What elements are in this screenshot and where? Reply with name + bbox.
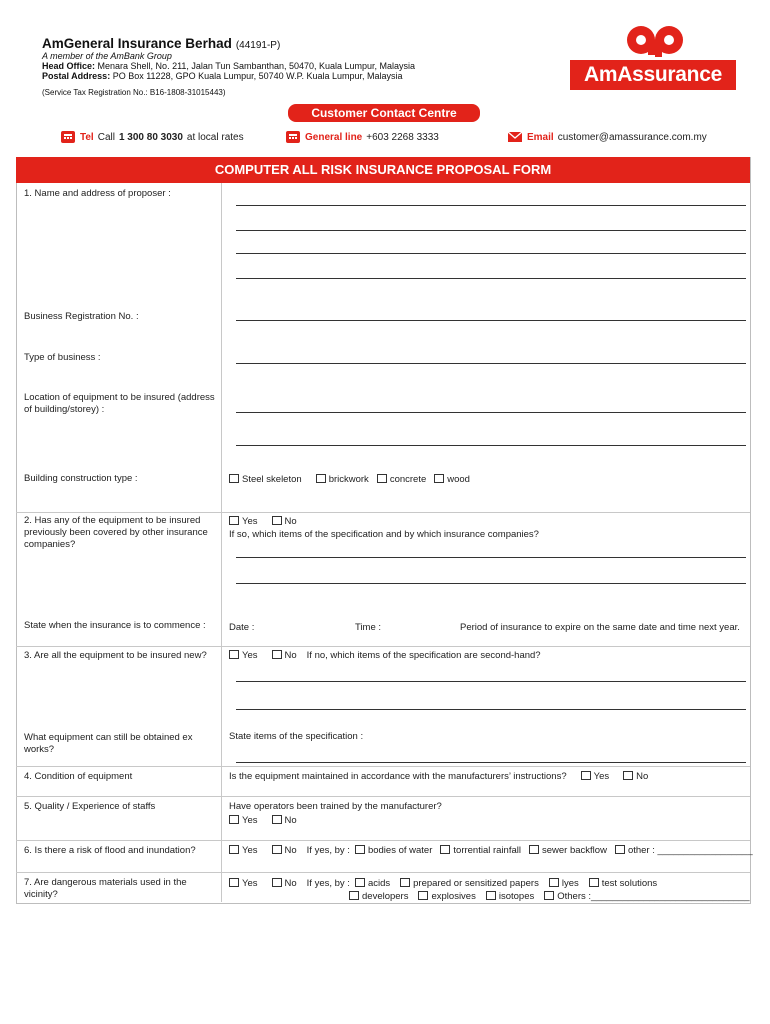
spec-items-label: State items of the specification : xyxy=(229,731,364,742)
general-line-label: General line xyxy=(305,131,363,143)
checkbox[interactable] xyxy=(615,845,625,854)
amassurance-logo-icon xyxy=(626,23,684,57)
name-address-field[interactable] xyxy=(236,278,746,279)
email-address[interactable]: customer@amassurance.com.my xyxy=(557,131,707,143)
q7-no-option[interactable]: No xyxy=(272,878,297,889)
checkbox[interactable] xyxy=(486,891,496,900)
row-divider xyxy=(16,796,750,797)
q3-yes-option[interactable]: Yes xyxy=(229,650,258,661)
period-note: Period of insurance to expire on the same date and time next year. xyxy=(460,622,740,633)
checkbox[interactable] xyxy=(349,891,359,900)
q3-no-option[interactable]: No xyxy=(272,650,297,661)
checkbox[interactable] xyxy=(229,650,239,659)
checkbox[interactable] xyxy=(272,516,282,525)
option-prepared-papers[interactable]: prepared or sensitized papers xyxy=(400,878,539,889)
location-label: Location of equipment to be insured (address of building/storey) : xyxy=(24,392,215,415)
checkbox[interactable] xyxy=(529,845,539,854)
brand-logo: AmAssurance xyxy=(570,60,736,90)
customer-contact-centre-banner: Customer Contact Centre xyxy=(288,104,480,122)
option-test-solutions[interactable]: test solutions xyxy=(589,878,657,889)
type-of-business-label: Type of business : xyxy=(24,352,101,363)
construction-type-label: Building construction type : xyxy=(24,473,138,484)
time-label[interactable]: Time : xyxy=(355,622,382,633)
option-isotopes[interactable]: isotopes xyxy=(486,891,534,902)
q5-label: 5. Quality / Experience of staffs xyxy=(24,801,156,812)
name-address-field[interactable] xyxy=(236,205,746,206)
option-acids[interactable]: acids xyxy=(355,878,390,889)
head-office-line: Head Office: Menara Shell, No. 211, Jalan Tun Sambanthan, 50470, Kuala Lumpur, Malaysia xyxy=(42,61,416,71)
member-line: A member of the AmBank Group xyxy=(42,51,172,61)
q2-yes-no xyxy=(229,516,297,528)
checkbox[interactable] xyxy=(589,878,599,887)
option-bodies-of-water[interactable]: bodies of water xyxy=(355,845,432,856)
q2-label: 2. Has any of the equipment to be insured previously been covered by other insurance companies? xyxy=(24,515,208,550)
name-address-field[interactable] xyxy=(236,230,746,231)
q3-followup: If no, which items of the specification are second-hand? xyxy=(306,650,541,661)
location-field[interactable] xyxy=(236,445,746,446)
checkbox[interactable] xyxy=(229,878,239,887)
q6-yes-option[interactable]: Yes xyxy=(229,845,258,856)
checkbox[interactable] xyxy=(272,815,282,824)
general-line-contact xyxy=(285,130,439,144)
row-divider xyxy=(16,646,750,647)
option-wood[interactable]: wood xyxy=(434,474,470,485)
q7-yes-option[interactable]: Yes xyxy=(229,878,258,889)
option-sewer-backflow[interactable]: sewer backflow xyxy=(529,845,607,856)
option-lyes[interactable]: lyes xyxy=(549,878,579,889)
q1-label: 1. Name and address of proposer : xyxy=(24,188,171,199)
business-registration-field[interactable] xyxy=(236,320,746,321)
checkbox[interactable] xyxy=(316,474,326,483)
type-of-business-field[interactable] xyxy=(236,363,746,364)
q5-yes-option[interactable]: Yes xyxy=(229,815,258,826)
q7-options-row1: Yes No If yes, by : acids prepared or sensitized papers lyes test solutions xyxy=(229,878,657,890)
q6-options: Yes No If yes, by : bodies of water torrential rainfall sewer backflow other : __________________ xyxy=(229,845,753,857)
option-steel-skeleton[interactable]: Steel skeleton xyxy=(229,474,302,485)
checkbox[interactable] xyxy=(549,878,559,887)
q3-yes-no xyxy=(229,650,541,662)
option-concrete[interactable]: concrete xyxy=(377,474,426,485)
phone-icon xyxy=(60,130,76,144)
q3-details-field[interactable] xyxy=(236,681,746,682)
q2-details-field[interactable] xyxy=(236,557,746,558)
checkbox[interactable] xyxy=(544,891,554,900)
q4-question: Is the equipment maintained in accordance with the manufacturers’ instructions? Yes No xyxy=(229,771,649,782)
tel-call-text: Call xyxy=(97,131,115,143)
postal-address-line: Postal Address: PO Box 11228, GPO Kuala Lumpur, 50740 W.P. Kuala Lumpur, Malaysia xyxy=(42,71,403,81)
q2-no-option[interactable]: No xyxy=(272,516,297,527)
checkbox[interactable] xyxy=(400,878,410,887)
q4-label: 4. Condition of equipment xyxy=(24,771,133,782)
tel-contact xyxy=(60,130,244,144)
form-title: COMPUTER ALL RISK INSURANCE PROPOSAL FORM xyxy=(16,157,750,183)
checkbox[interactable] xyxy=(229,516,239,525)
option-brickwork[interactable]: brickwork xyxy=(316,474,369,485)
business-registration-label: Business Registration No. : xyxy=(24,311,139,322)
location-field[interactable] xyxy=(236,412,746,413)
row-divider xyxy=(16,840,750,841)
q6-no-option[interactable]: No xyxy=(272,845,297,856)
checkbox[interactable] xyxy=(623,771,633,780)
checkbox[interactable] xyxy=(229,474,239,483)
option-others[interactable]: Others :______________________________ xyxy=(544,891,749,902)
option-other[interactable]: other : __________________ xyxy=(615,845,753,856)
checkbox[interactable] xyxy=(418,891,428,900)
checkbox[interactable] xyxy=(272,845,282,854)
q2-yes-option[interactable]: Yes xyxy=(229,516,258,527)
checkbox[interactable] xyxy=(229,845,239,854)
q4-no-option[interactable]: No xyxy=(623,771,648,782)
construction-options xyxy=(229,474,470,486)
company-reg-no: (44191-P) xyxy=(235,40,281,51)
spec-items-field[interactable] xyxy=(236,762,746,763)
tel-suffix: at local rates xyxy=(186,131,244,143)
checkbox[interactable] xyxy=(229,815,239,824)
general-line-number: +603 2268 3333 xyxy=(366,131,439,143)
q2-followup: If so, which items of the specification and by which insurance companies? xyxy=(229,529,539,540)
phone-icon xyxy=(285,130,301,144)
checkbox[interactable] xyxy=(434,474,444,483)
checkbox[interactable] xyxy=(355,878,365,887)
q3-label: 3. Are all the equipment to be insured new? xyxy=(24,650,207,661)
ex-works-label: What equipment can still be obtained ex works? xyxy=(24,732,193,755)
checkbox[interactable] xyxy=(377,474,387,483)
company-name: AmGeneral Insurance Berhad (44191-P) xyxy=(42,36,281,51)
email-label: Email xyxy=(527,131,554,143)
name-address-field[interactable] xyxy=(236,253,746,254)
q6-label: 6. Is there a risk of flood and inundation? xyxy=(24,845,196,856)
q5-yes-no xyxy=(229,815,297,827)
commence-label: State when the insurance is to commence : xyxy=(24,620,206,631)
q7-label: 7. Are dangerous materials used in the vicinity? xyxy=(24,877,187,900)
q3-details-field[interactable] xyxy=(236,709,746,710)
row-divider xyxy=(16,872,750,873)
date-label[interactable]: Date : xyxy=(229,622,255,633)
q7-options-row2 xyxy=(349,891,750,903)
tel-label: Tel xyxy=(80,131,94,143)
q4-yes-option[interactable]: Yes xyxy=(581,771,610,782)
tel-number: 1 300 80 3030 xyxy=(118,131,183,143)
checkbox[interactable] xyxy=(581,771,591,780)
checkbox[interactable] xyxy=(355,845,365,854)
checkbox[interactable] xyxy=(272,650,282,659)
q2-details-field[interactable] xyxy=(236,583,746,584)
checkbox[interactable] xyxy=(440,845,450,854)
option-torrential-rainfall[interactable]: torrential rainfall xyxy=(440,845,521,856)
q5-no-option[interactable]: No xyxy=(272,815,297,826)
service-tax-line: (Service Tax Registration No.: B16-1808-31015443) xyxy=(42,88,226,97)
checkbox[interactable] xyxy=(272,878,282,887)
option-explosives[interactable]: explosives xyxy=(418,891,475,902)
row-divider xyxy=(16,512,750,513)
column-divider xyxy=(221,183,222,902)
envelope-icon xyxy=(507,130,523,144)
q5-question: Have operators been trained by the manufacturer? xyxy=(229,801,442,812)
option-developers[interactable]: developers xyxy=(349,891,408,902)
email-contact xyxy=(507,130,707,144)
row-divider xyxy=(16,766,750,767)
